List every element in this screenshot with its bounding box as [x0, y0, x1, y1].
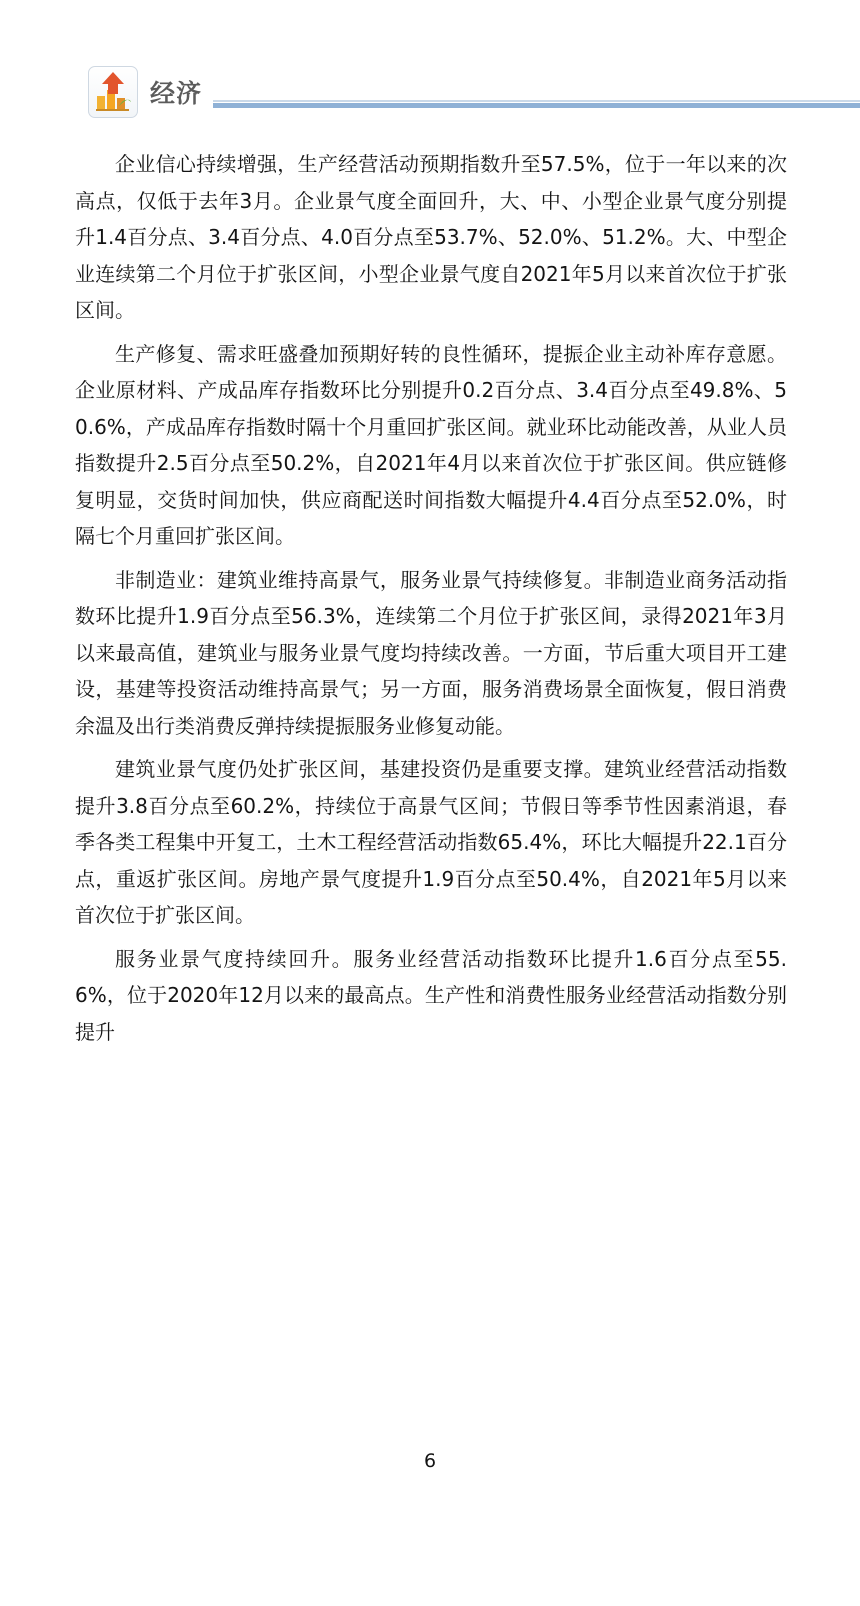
section-header — [88, 66, 860, 124]
paragraph: 服务业景气度持续回升。服务业经营活动指数环比提升1.6百分点至55.6%，位于2020年12月以来的最高点。生产性和消费性服务业经营活动指数分别提升 — [75, 946, 787, 1044]
growth-chart-icon — [88, 66, 138, 118]
paragraph: 建筑业景气度仍处扩张区间，基建投资仍是重要支撑。建筑业经营活动指数提升3.8百分点至60.2%，持续位于高景气区间；节假日等季节性因素消退，春季各类工程集中开复工，土木工程经营活动指数65.4%，环比大幅提升22.1百分点，重返扩张区间。房地产景气度提升1.9百分点至50.4%，自2021年5月以来首次位于扩张区间。 — [75, 757, 787, 927]
paragraph: 非制造业：建筑业维持高景气，服务业景气持续修复。非制造业商务活动指数环比提升1.9百分点至56.3%，连续第二个月位于扩张区间，录得2021年3月以来最高值，建筑业与服务业景气度均持续改善。一方面，节后重大项目开工建设，基建等投资活动维持高景气；另一方面，服务消费场景全面恢复，假日消费余温及出行类消费反弹持续提振服务业修复动能。 — [75, 567, 787, 738]
paragraph: 生产修复、需求旺盛叠加预期好转的良性循环，提振企业主动补库存意愿。企业原材料、产成品库存指数环比分别提升0.2百分点、3.4百分点至49.8%、50.6%，产成品库存指数时隔十个月重回扩张区间。就业环比动能改善，从业人员指数提升2.5百分点至50.2%，自2021年4月以来首次位于扩张区间。供应链修复明显，交货时间加快，供应商配送时间指数大幅提升4.4百分点至52.0%，时隔七个月重回扩张区间。 — [75, 341, 787, 548]
section-title: 经济 — [150, 79, 203, 108]
page-number: 6 — [423, 1450, 437, 1472]
article-body — [75, 146, 787, 1050]
paragraph: 企业信心持续增强，生产经营活动预期指数升至57.5%，位于一年以来的次高点，仅低于去年3月。企业景气度全面回升，大、中、小型企业景气度分别提升1.4百分点、3.4百分点、4.0百分点至53.7%、52.0%、51.2%。大、中型企业连续第二个月位于扩张区间，小型企业景气度自2021年5月以来首次位于扩张区间。 — [75, 152, 787, 322]
header-divider — [213, 100, 860, 109]
